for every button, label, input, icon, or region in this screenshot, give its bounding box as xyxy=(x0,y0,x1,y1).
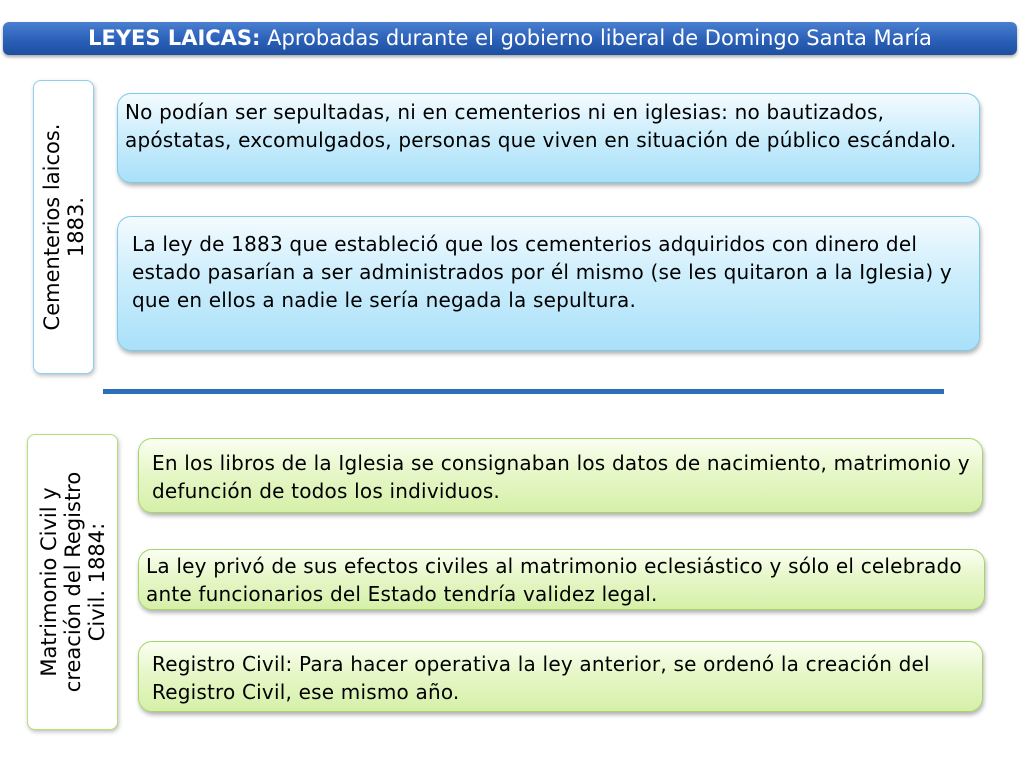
section1-label-text xyxy=(40,124,88,331)
section2-box-2 xyxy=(138,549,985,610)
section1-box-1-text: No podían ser sepultadas, ni en cementerios ni en iglesias: no bautizados, apóstatas, excomulgados, personas que viven en situación de público escándalo. xyxy=(125,100,957,152)
slide-title xyxy=(3,22,1017,55)
section2-label xyxy=(27,434,118,730)
section2-label-line3: Civil. 1884: xyxy=(84,522,109,642)
section1-box-2 xyxy=(117,216,980,351)
section1-label-line1: Cementerios laicos. xyxy=(39,123,64,331)
section2-label-line1: Matrimonio Civil y xyxy=(36,487,61,677)
section2-box-3-text: Registro Civil: Para hacer operativa la ley anterior, se ordenó la creación del Registro Civil, ese mismo año. xyxy=(152,652,930,704)
section2-box-1 xyxy=(138,438,983,513)
title-bold: LEYES LAICAS: xyxy=(88,26,261,50)
section1-label xyxy=(33,80,94,374)
section2-box-2-text: La ley privó de sus efectos civiles al matrimonio eclesiástico y sólo el celebrado ante funcionarios del Estado tendría validez legal. xyxy=(146,554,962,606)
section-divider xyxy=(103,389,944,394)
section2-box-3 xyxy=(138,641,983,712)
section2-box-1-text: En los libros de la Iglesia se consignaban los datos de nacimiento, matrimonio y defunción de todos los individuos. xyxy=(152,451,970,503)
section2-label-text xyxy=(37,472,109,692)
title-rest: Aprobadas durante el gobierno liberal de Domingo Santa María xyxy=(260,26,932,50)
section1-label-line2: 1883. xyxy=(63,196,88,258)
section2-label-line2: creación del Registro xyxy=(60,471,85,693)
section1-box-2-text: La ley de 1883 que estableció que los cementerios adquiridos con dinero del estado pasarían a ser administrados por él mismo (se les quitaron a la Iglesia) y que en ellos a nadie le sería negada la sepultura. xyxy=(132,232,952,312)
section1-box-1 xyxy=(117,93,980,183)
